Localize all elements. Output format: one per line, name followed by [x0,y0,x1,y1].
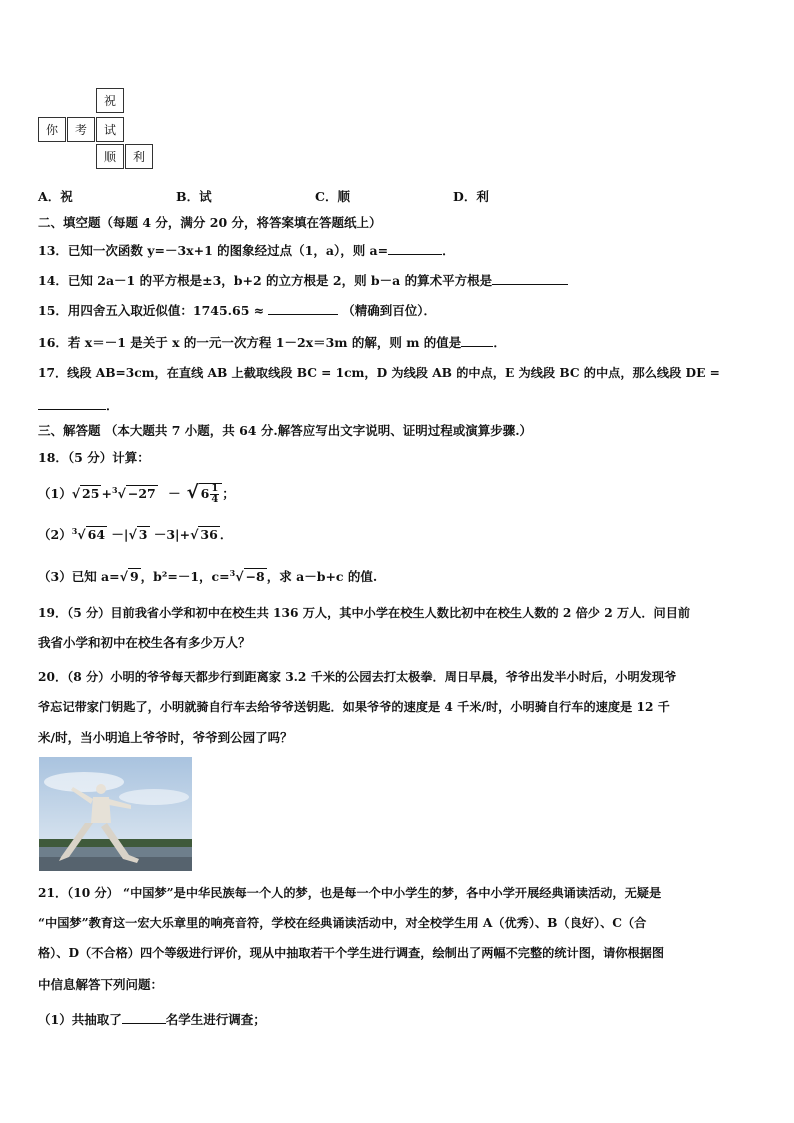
punct: ； [222,486,235,501]
radicand-mixed [199,483,223,505]
root-index: 3 [229,567,236,578]
sqrt-sign: √ [71,486,81,501]
question-13 [38,241,455,259]
operator: － [168,486,181,501]
question-14-text: 14．已知 2a－1 的平方根是±3，b+2 的立方根是 2，则 b－a 的算术平方根是 [38,273,493,288]
question-16-end: ． [493,335,506,350]
question-21-sub-1 [38,1010,266,1028]
question-19-line-1: 19．（5 分）目前我省小学和初中在校生共 136 万人，其中小学在校生人数比初中在校生人数的 2 倍少 2 万人．问目前 [38,606,691,620]
root-index: 3 [71,525,78,536]
question-18-part-3 [38,567,377,585]
question-13-text: 13．已知一次函数 y=－3x+1 的图象经过点（1，a），则 a= [38,243,389,258]
question-21-line-1: 21．（10 分） “中国梦”是中华民族每一个人的梦，也是每一个中小学生的梦，各中小学开展经典诵读活动，无疑是 [38,886,662,900]
question-16 [38,333,506,351]
cbrt-sign: √ [235,569,244,584]
taichi-photo [39,757,192,871]
sqrt-sign: √ [186,482,199,503]
question-18-part-2 [38,525,232,543]
radicand: 9 [129,569,139,584]
cbrt-sign: √ [77,527,86,542]
part-label: （1） [38,486,72,501]
answer-blank [461,335,493,347]
denominator: 4 [211,494,219,505]
question-13-end: ． [442,243,455,258]
radicand: 3 [138,527,148,542]
sqrt-sign: √ [190,527,199,542]
option-c: C．顺 [315,189,350,204]
part-label: （2） [38,527,72,542]
question-20-line-2: 爷忘记带家门钥匙了，小明就骑自行车去给爷爷送钥匙．如果爷爷的速度是 4 千米/时，小明骑自行车的速度是 12 千 [38,700,670,714]
net-cell-kao: 考 [67,117,95,142]
question-15 [38,301,436,319]
question-17 [38,364,720,381]
radicand: 25 [82,486,100,501]
root-index: 3 [111,484,118,495]
radicand: 36 [200,527,218,542]
question-19-line-2: 我省小学和初中在校生各有多少万人？ [38,635,251,650]
answer-blank [388,243,442,255]
question-21-line-2: “中国梦”教育这一宏大乐章里的响亮音符，学校在经典诵读活动中，对全校学生用 A（优秀）、B（良好）、C（合 [38,916,647,930]
punct: ． [219,527,233,542]
whole-part: 6 [200,486,210,501]
net-cell-shun: 顺 [96,144,124,169]
cbrt-sign: √ [117,486,126,501]
radicand: −8 [245,569,265,584]
fraction [210,484,219,505]
section-2-title: 二、填空题（每题 4 分，满分 20 分，将答案填在答题纸上） [38,215,382,230]
question-20-line-1: 20．（8 分）小明的爷爷每天都步行到距离家 3.2 千米的公园去打太极拳．周日早晨，爷爷出发半小时后，小明发现爷 [38,670,677,684]
question-15-pre: 15．用四舍五入取近似值：1745.65 ≈ [38,303,265,318]
sub-question-text: 名学生进行调查； [165,1012,266,1027]
question-20-line-3: 米/时，当小明追上爷爷时，爷爷到公园了吗？ [38,730,293,745]
net-cell-shi: 试 [96,117,124,142]
text: ，求 a－b+c 的值. [266,569,378,584]
option-a: A．祝 [38,189,73,204]
answer-blank [38,398,106,410]
net-cell-ni: 你 [38,117,66,142]
numerator: 1 [211,483,219,494]
operator: + [101,486,112,501]
radicand: −27 [127,486,156,501]
sqrt-sign: √ [119,569,128,584]
option-b: B．试 [176,189,212,204]
answer-blank [122,1012,166,1024]
option-d: D．利 [453,189,489,204]
operator: －| [111,527,129,542]
answer-blank [268,303,338,315]
question-18-part-1 [38,482,235,505]
operator: －3|+ [153,527,191,542]
sqrt-sign: √ [128,527,137,542]
taichi-illustration [39,757,192,871]
question-16-text: 16．若 x＝－1 是关于 x 的一元一次方程 1－2x＝3m 的解，则 m 的值是 [38,335,462,350]
question-21-line-3: 格）、D（不合格）四个等级进行评价，现从中抽取若干个学生进行调查，绘制出了两幅不完整的统计图，请你根据图 [38,946,665,960]
question-15-post: （精确到百位）． [342,303,437,318]
net-cell-li: 利 [125,144,153,169]
question-21-line-4: 中信息解答下列问题： [38,977,164,992]
part-label: （3）已知 a= [38,569,120,584]
question-14 [38,271,568,289]
sub-question-text: （1）共抽取了 [38,1012,122,1027]
question-17-end: ． [106,398,119,413]
text: ，b²=－1，c= [140,569,230,584]
net-cell-zhu: 祝 [96,88,124,113]
radicand: 64 [87,527,106,542]
section-3-title: 三、解答题 （本大题共 7 小题，共 64 分.解答应写出文字说明、证明过程或演算步骤.） [38,423,533,438]
question-17-text: 17．线段 AB=3cm，在直线 AB 上截取线段 BC = 1cm，D 为线段 AB 的中点，E 为线段 BC 的中点，那么线段 DE = [38,366,720,380]
answer-blank [492,273,568,285]
question-18-head: 18．（5 分）计算： [38,450,150,465]
question-17-line2 [38,396,119,414]
